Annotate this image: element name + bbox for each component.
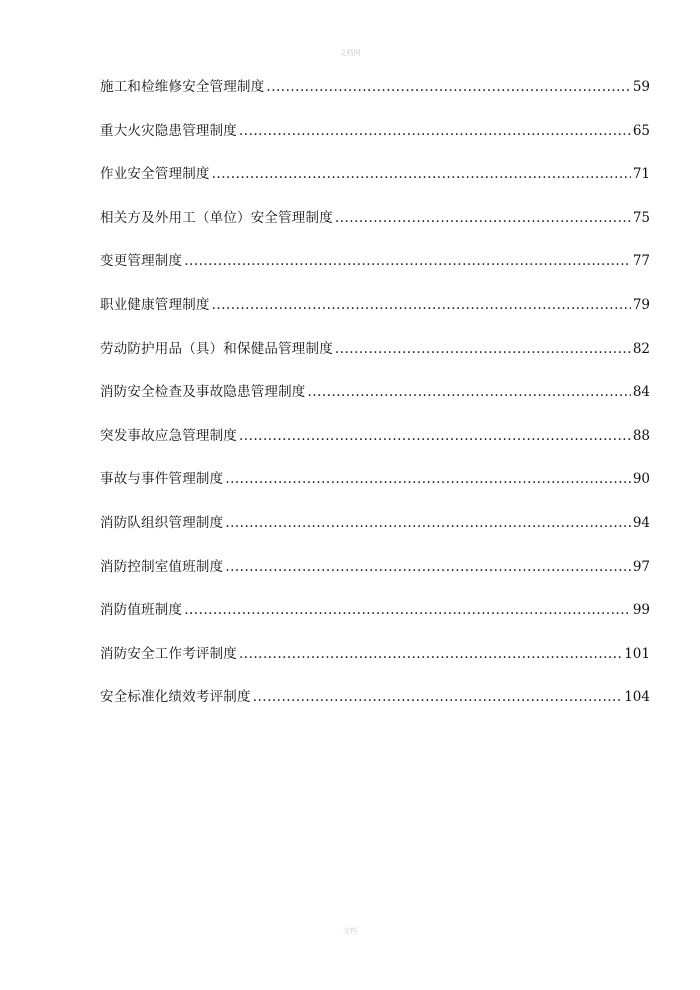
toc-entry-title: 消防控制室值班制度 bbox=[100, 558, 224, 575]
toc-entry[interactable] bbox=[100, 642, 650, 686]
toc-entry-title: 突发事故应急管理制度 bbox=[100, 427, 237, 444]
toc-dot-leader bbox=[239, 123, 631, 139]
toc-entry-page-number: 101 bbox=[624, 645, 650, 662]
toc-entry[interactable] bbox=[100, 467, 650, 511]
toc-entry[interactable] bbox=[100, 555, 650, 599]
toc-entry-title: 变更管理制度 bbox=[100, 253, 183, 270]
toc-dot-leader bbox=[225, 471, 631, 487]
toc-entry-page-number: 77 bbox=[632, 253, 650, 270]
footer-watermark: 文档 bbox=[343, 927, 357, 935]
toc-dot-leader bbox=[184, 253, 631, 269]
toc-entry-page-number: 75 bbox=[632, 209, 650, 226]
toc-entry-page-number: 104 bbox=[624, 689, 650, 706]
toc-dot-leader bbox=[308, 384, 631, 400]
toc-entry[interactable] bbox=[100, 293, 650, 337]
toc-entry-page-number: 59 bbox=[632, 79, 650, 95]
toc-entry-title: 施工和检维修安全管理制度 bbox=[100, 79, 265, 95]
toc-dot-leader bbox=[239, 646, 622, 662]
toc-entry[interactable] bbox=[100, 119, 650, 163]
toc-entry-page-number: 79 bbox=[632, 296, 650, 313]
toc-dot-leader bbox=[212, 166, 631, 182]
toc-entry[interactable] bbox=[100, 75, 650, 119]
toc-dot-leader bbox=[225, 559, 631, 575]
toc-entry-page-number: 88 bbox=[632, 427, 650, 444]
toc-entry-page-number: 94 bbox=[632, 514, 650, 531]
toc-dot-leader bbox=[239, 428, 631, 444]
toc-entry[interactable] bbox=[100, 162, 650, 206]
toc-dot-leader bbox=[266, 79, 630, 95]
toc-entry-title: 安全标准化绩效考评制度 bbox=[100, 689, 251, 706]
toc-entry[interactable] bbox=[100, 337, 650, 381]
toc-entry-title: 消防值班制度 bbox=[100, 602, 183, 619]
toc-entry-page-number: 71 bbox=[632, 166, 650, 183]
toc-entry-title: 消防队组织管理制度 bbox=[100, 514, 224, 531]
toc-entry[interactable] bbox=[100, 249, 650, 293]
header-watermark: 文档网 bbox=[339, 49, 361, 57]
toc-entry[interactable] bbox=[100, 424, 650, 468]
toc-entry[interactable] bbox=[100, 206, 650, 250]
toc-dot-leader bbox=[335, 341, 631, 357]
toc-dot-leader bbox=[335, 210, 631, 226]
toc-entry-page-number: 97 bbox=[632, 558, 650, 575]
toc-entry-title: 消防安全检查及事故隐患管理制度 bbox=[100, 384, 306, 401]
toc-entry[interactable] bbox=[100, 511, 650, 555]
toc-entry-page-number: 82 bbox=[632, 340, 650, 357]
toc-entry[interactable] bbox=[100, 685, 650, 729]
toc-entry-title: 消防安全工作考评制度 bbox=[100, 645, 237, 662]
toc-entry-page-number: 84 bbox=[632, 384, 650, 401]
toc-entry-title: 相关方及外用工（单位）安全管理制度 bbox=[100, 209, 333, 226]
toc-entry-page-number: 65 bbox=[632, 122, 650, 139]
toc-dot-leader bbox=[225, 515, 631, 531]
toc-entry[interactable] bbox=[100, 598, 650, 642]
toc-entry[interactable] bbox=[100, 380, 650, 424]
toc-entry-title: 重大火灾隐患管理制度 bbox=[100, 122, 237, 139]
toc-dot-leader bbox=[184, 602, 631, 618]
toc-dot-leader bbox=[212, 297, 631, 313]
toc-entry-title: 劳动防护用品（具）和保健品管理制度 bbox=[100, 340, 333, 357]
table-of-contents bbox=[100, 75, 650, 729]
toc-entry-title: 作业安全管理制度 bbox=[100, 166, 210, 183]
toc-dot-leader bbox=[253, 689, 623, 705]
toc-entry-title: 职业健康管理制度 bbox=[100, 296, 210, 313]
toc-entry-title: 事故与事件管理制度 bbox=[100, 471, 224, 488]
toc-entry-page-number: 99 bbox=[632, 602, 650, 619]
toc-entry-page-number: 90 bbox=[632, 471, 650, 488]
